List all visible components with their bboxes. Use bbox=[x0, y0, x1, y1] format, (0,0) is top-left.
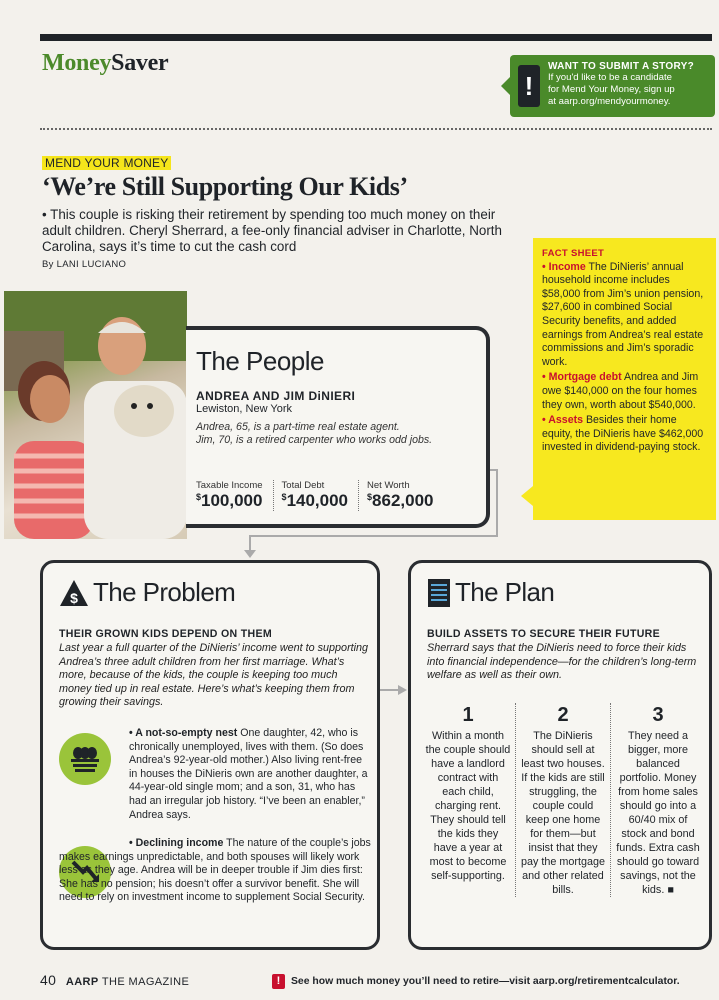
step-text: They need a bigger, more balanced portfolio. Money from home sales should go into a 60/40 mix of stock and bond funds. Extra cash should go toward savings, not the kids. ■ bbox=[616, 730, 700, 896]
people-title: The People bbox=[196, 346, 324, 376]
problem-header bbox=[59, 577, 235, 608]
plan-panel bbox=[408, 560, 712, 950]
people-names: ANDREA AND JIM DiNIERI bbox=[196, 389, 356, 403]
step-number: 2 bbox=[557, 704, 569, 726]
problem-item-income bbox=[59, 837, 371, 905]
ledger-icon bbox=[427, 578, 451, 608]
nest-icon bbox=[59, 733, 111, 785]
step-text: The DiNieris should sell at least two houses. If the kids are still struggling, the couple could keep one home for them—but insist that they pay the mortgage and other related bills. bbox=[520, 730, 606, 896]
submit-link[interactable]: at aarp.org/mendyourmoney. bbox=[548, 96, 671, 107]
problem-subhead: THEIR GROWN KIDS DEPEND ON THEM bbox=[59, 628, 272, 640]
problem-intro: Last year a full quarter of the DiNieris’ income went to supporting Andrea’s three adult children from her first marriage. What’s more, because of the kids, the couple is keeping too much money tied up in real estate. Here’s what’s keeping them from growing their savings. bbox=[59, 642, 369, 709]
footer-note bbox=[272, 974, 680, 989]
item-label: • A not-so-empty nest bbox=[129, 727, 238, 739]
fact-text: Besides their home equity, the DiNieris have $462,000 invested in dividend-paying stock. bbox=[542, 414, 704, 454]
item-text: The nature of the couple’s jobs makes earnings unpredictable, and both spouses will likely work less as they age. Andrea will be in deeper trouble if Jim dies first: She has no pension; his doesn’t offer a survivor benefit. She will need to rely on investment income to supplement Social Security. bbox=[59, 837, 371, 904]
exclamation-icon: ! bbox=[272, 974, 285, 989]
fact-text: The DiNieris’ annual household income includes $58,000 from Jim’s union pension, $27,600 in combined Social Security benefits, and added earnings from Andrea’s real estate commissions and Jim’s sporadic work. bbox=[542, 260, 704, 368]
footer-magazine: THE MAGAZINE bbox=[101, 976, 190, 988]
plan-step bbox=[611, 703, 705, 897]
plan-steps bbox=[421, 703, 705, 897]
fact-label: • Assets bbox=[542, 414, 584, 427]
warning-dollar-icon bbox=[59, 579, 89, 607]
stat-currency: $ bbox=[281, 492, 287, 502]
item-label: • Declining income bbox=[129, 837, 224, 849]
step-number: 3 bbox=[652, 704, 664, 726]
stat-value: 100,000 bbox=[201, 491, 263, 510]
stat-label: Net Worth bbox=[367, 480, 410, 491]
fact-sheet-heading: FACT SHEET bbox=[542, 248, 605, 259]
problem-item-nest bbox=[129, 727, 369, 822]
problem-title: The Problem bbox=[93, 577, 236, 607]
people-desc: Andrea, 65, is a part-time real estate agent. bbox=[196, 421, 400, 433]
brand-saver: Saver bbox=[111, 50, 169, 76]
people-desc: Jim, 70, is a retired carpenter who works odd jobs. bbox=[196, 434, 433, 446]
page-footer bbox=[40, 972, 189, 988]
column-tag: MEND YOUR MONEY bbox=[42, 156, 171, 170]
stat-label: Total Debt bbox=[281, 480, 325, 491]
people-location: Lewiston, New York bbox=[196, 403, 292, 415]
footer-aarp: AARP bbox=[65, 976, 99, 988]
stat-value: 140,000 bbox=[286, 491, 349, 510]
fact-label: • Mortgage debt bbox=[542, 371, 622, 384]
stat-value: 862,000 bbox=[372, 491, 434, 510]
step-text: Within a month the couple should have a landlord contract with each child, charging rent. They should tell the kids they have a year at most to become self-supporting. bbox=[425, 730, 511, 882]
item-text: One daughter, 42, who is chronically unemployed, lives with them. (So does Andrea’s 92-year-old mother.) Also living rent-free in houses the DiNieris own are another daughter, a 44-year-old single mom; and a son, 31, who has had an irregular job history. “I’ve been an enabler,” Andrea says. bbox=[129, 727, 368, 821]
stat-currency: $ bbox=[367, 492, 373, 502]
dek: • This couple is risking their retirement by spending too much money on their adult children. Cheryl Sherrard, a fee-only financial adviser in Charlotte, North Carolina, says it’s time to cut the cash cord bbox=[42, 207, 502, 254]
plan-subhead: BUILD ASSETS TO SECURE THEIR FUTURE bbox=[427, 628, 660, 640]
brand-money: Money bbox=[42, 50, 112, 76]
plan-header bbox=[427, 577, 554, 608]
fact-label: • Income bbox=[542, 260, 586, 273]
svg-text:$: $ bbox=[70, 589, 78, 606]
plan-step bbox=[516, 703, 611, 897]
page-number: 40 bbox=[40, 972, 57, 988]
plan-title: The Plan bbox=[455, 577, 555, 607]
footer-note-text[interactable]: See how much money you’ll need to retire—visit aarp.org/retirementcalculator. bbox=[291, 976, 680, 987]
byline: By LANI LUCIANO bbox=[42, 259, 127, 270]
headline: ‘We’re Still Supporting Our Kids’ bbox=[42, 172, 408, 201]
stat-currency: $ bbox=[196, 492, 202, 502]
submit-line: for Mend Your Money, sign up bbox=[548, 84, 675, 95]
exclamation-icon: ! bbox=[518, 65, 540, 107]
submit-line: If you'd like to be a candidate bbox=[548, 72, 672, 83]
step-number: 1 bbox=[462, 704, 474, 726]
plan-step bbox=[421, 703, 516, 897]
plan-intro: Sherrard says that the DiNieris need to force their kids into financial independence—for the children’s long-term welfare as well as their own. bbox=[427, 642, 697, 682]
submit-heading: WANT TO SUBMIT A STORY? bbox=[548, 61, 694, 72]
fact-text: Andrea and Jim owe $140,000 on the four homes they own, worth about $540,000. bbox=[542, 371, 699, 411]
stat-label: Taxable Income bbox=[196, 480, 263, 491]
problem-panel bbox=[40, 560, 380, 950]
